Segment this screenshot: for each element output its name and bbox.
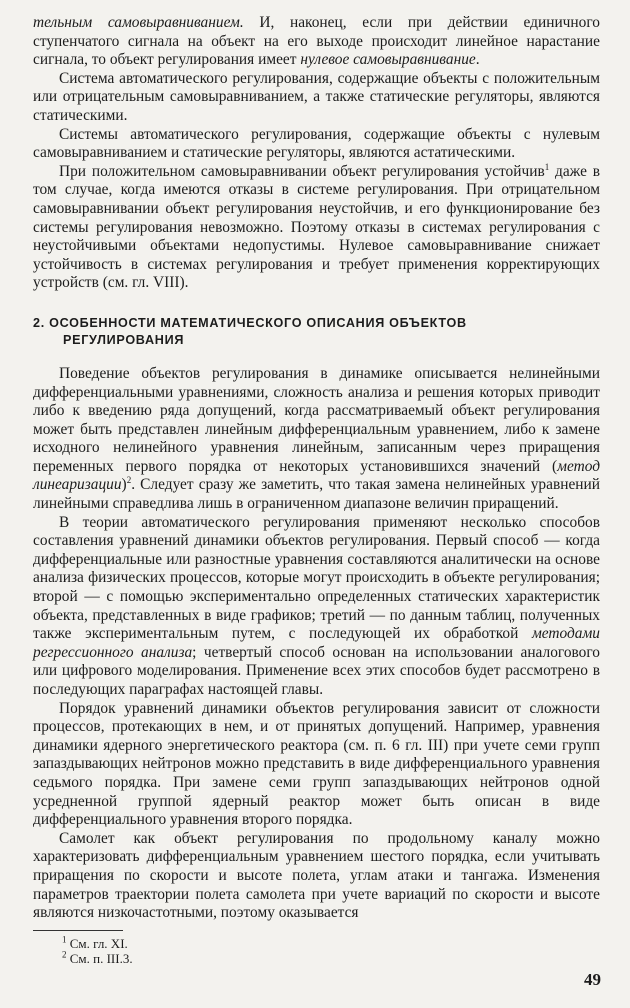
paragraph-aircraft: Самолет как объект регулирования по продольному каналу можно характеризовать дифференциальным уравнением шестого порядка, если учитывать приращения по скорости и высоте полета, углам атаки и тангажа. Изменения параметров траектории полета самолета при учете вариаций по скорости и высоте являются низкочастотными, поэтому оказывается [33,829,600,922]
paragraph-methods: В теории автоматического регулирования применяют несколько способов составления уравнений динамики объектов регулирования. Первый способ — когда дифференциальные или разностные уравнения составляются аналитически на основе анализа физических процессов, которые могут происходить в объекте регулирования; второй — с помощью экспериментально определенных статических характеристик объекта, представленных в виде графиков; третий — по данным таблиц, полученных также экспериментальным путем, с последующей их обработкой методами регрессионного анализа; четвертый способ основан на использовании аналогового или цифрового моделирования. Применение всех этих способов будет рассмотрено в последующих параграфах настоящей главы. [33,513,600,698]
italic-term: методами регрессионного анализа [33,625,600,661]
footnote-mark: 1 [62,934,67,945]
page-number: 49 [584,970,601,989]
section-heading [33,315,600,349]
footnote-ref: 1 [544,161,550,172]
footnote-item: $^2$ См. п. III.3. [62,949,133,966]
footnote-item: $^1$ См. гл. XI. [62,934,128,951]
page-body [33,14,600,923]
italic-term: тельным самовыравниванием. [33,14,244,31]
footnote-ref: 2 [126,475,132,486]
footnote-mark: 2 [62,949,67,960]
italic-term: метод линеаризации [33,457,600,494]
paragraph-self-leveling: тельным самовыравниванием. И, наконец, если при действии единичного ступенчатого сигнала на объект на его выходе происходит линейное нарастание сигнала, то объект регулирования имеет нулевое самовыравнивание. [33,14,600,69]
section-heading-line1: 2. ОСОБЕННОСТИ МАТЕМАТИЧЕСКОГО ОПИСАНИЯ ОБЪЕКТОВ [33,315,467,330]
paragraph-astatic-systems: Системы автоматического регулирования, содержащие объекты с нулевым самовыравниванием и статические регуляторы, являются астатическими. [33,125,600,162]
footnotes [62,936,133,966]
paragraph-static-systems: Система автоматического регулирования, содержащие объекты с положительным или отрицательным самовыравниванием, а также статические регуляторы, являются статическими. [33,69,600,124]
footnote-divider [33,930,123,931]
paragraph-stability: При положительном самовыравнивании объект регулирования устойчив$^1$ даже в том случае, когда имеются отказы в системе регулирования. При отрицательном самовыравнивании объект регулирования неустойчив, и его функционирование без системы регулирования невозможно. Поэтому отказы в системах регулирования с неустойчивыми объектами недопустимы. Нулевое самовыравнивание снижает устойчивость в системах регулирования и требует применения корректирующих устройств (см. гл. VIII). [33,161,600,292]
paragraph-nonlinear-equations: Поведение объектов регулирования в динамике описывается нелинейными дифференциальными уравнениями, сложность анализа и решения которых приводит либо к введению ряда допущений, когда рассматриваемый объект регулирования может быть представлен линейным дифференциальным уравнением, либо к замене исходного нелинейного уравнения линейным, записанным через приращения переменных первого порядка от некоторых установившихся значений (метод линеаризации)$^2$. Следует сразу же заметить, что такая замена нелинейных уравнений линейными справедлива лишь в ограниченном диапазоне величин приращений. [33,364,600,513]
paragraph-equation-order: Порядок уравнений динамики объектов регулирования зависит от сложности процессов, протекающих в нем, и от принятых допущений. Например, уравнения динамики ядерного энергетического реактора (см. п. 6 гл. III) при учете семи групп запаздывающих нейтронов можно представить в виде дифференциального уравнения седьмого порядка. При замене семи групп запаздывающих нейтронов одной усредненной группой ядерный реактор может быть описан в виде дифференциального уравнения второго порядка. [33,699,600,829]
italic-term: нулевое самовыравнивание [300,51,476,69]
section-heading-line2: РЕГУЛИРОВАНИЯ [63,332,185,347]
